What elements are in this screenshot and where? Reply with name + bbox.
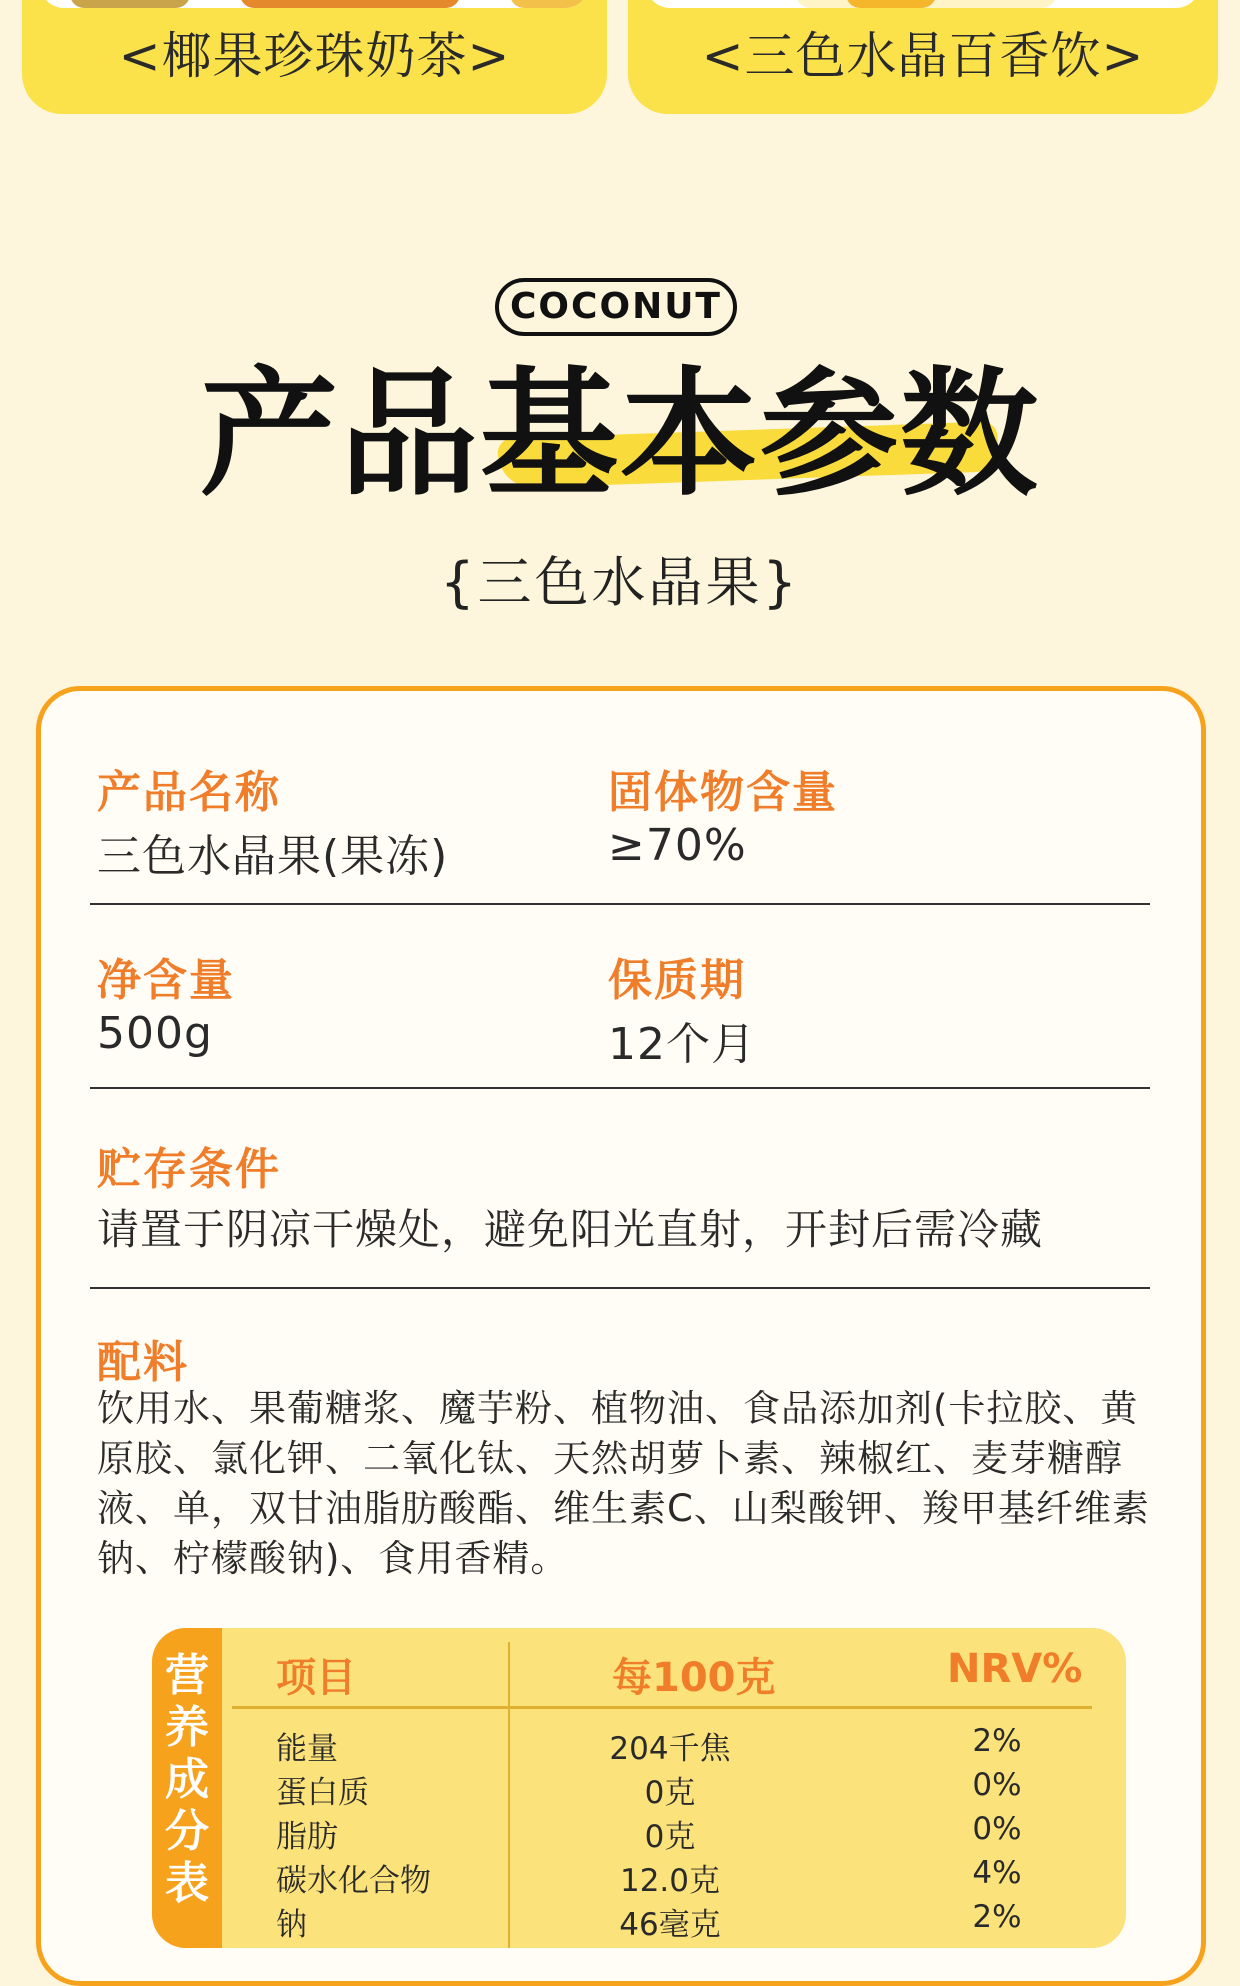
table-divider bbox=[508, 1642, 510, 1948]
product-photo bbox=[40, 0, 589, 8]
product-card-label: <三色水晶百香饮> bbox=[701, 27, 1145, 85]
table-divider bbox=[232, 1706, 1092, 1709]
product-name-label: 产品名称 bbox=[97, 767, 281, 818]
solids-label: 固体物含量 bbox=[608, 767, 838, 818]
table-cell: 0克 bbox=[644, 1775, 696, 1811]
net-content-label: 净含量 bbox=[97, 955, 235, 1006]
shelf-life-label: 保质期 bbox=[608, 955, 746, 1006]
table-cell: 12.0克 bbox=[619, 1863, 721, 1899]
product-card-passion-drink[interactable] bbox=[628, 0, 1218, 114]
shelf-life-value: 12个月 bbox=[608, 1019, 756, 1070]
divider bbox=[90, 1087, 1150, 1089]
nutrition-table bbox=[152, 1628, 1126, 1948]
storage-label: 贮存条件 bbox=[97, 1144, 281, 1195]
ingredients-label: 配料 bbox=[97, 1337, 189, 1388]
coconut-badge: COCONUT bbox=[495, 278, 737, 336]
ingredients-value: 饮用水、果葡糖浆、魔芋粉、植物油、食品添加剂(卡拉胶、黄原胶、氯化钾、二氧化钛、天然胡萝卜素、辣椒红、麦芽糖醇液、单，双甘油脂肪酸酯、维生素C、山梨酸钾、羧甲基纤维素钠、柠檬酸钠)、食用香精。 bbox=[97, 1387, 1150, 1580]
product-photo bbox=[646, 0, 1200, 8]
table-cell: 0% bbox=[972, 1811, 1022, 1847]
table-cell: 2% bbox=[972, 1899, 1022, 1935]
table-cell: 能量 bbox=[276, 1731, 338, 1767]
table-cell: 碳水化合物 bbox=[276, 1863, 431, 1899]
header-item: 项目 bbox=[276, 1655, 356, 1701]
page-subtitle: {三色水晶果} bbox=[440, 551, 800, 614]
nutrition-title-text: 营养成分表 bbox=[165, 1650, 209, 1909]
table-cell: 4% bbox=[972, 1855, 1022, 1891]
divider bbox=[90, 903, 1150, 905]
table-cell: 2% bbox=[972, 1723, 1022, 1759]
header-per100: 每100克 bbox=[612, 1655, 776, 1701]
table-cell: 204千焦 bbox=[609, 1731, 731, 1767]
table-cell: 蛋白质 bbox=[276, 1775, 369, 1811]
table-cell: 脂肪 bbox=[276, 1819, 338, 1855]
nutrition-table-title bbox=[152, 1650, 222, 1910]
storage-value: 请置于阴凉干燥处，避免阳光直射，开封后需冷藏 bbox=[97, 1205, 1044, 1254]
solids-value: ≥70% bbox=[608, 820, 747, 871]
net-content-value: 500g bbox=[97, 1008, 213, 1059]
product-card-milk-tea[interactable] bbox=[22, 0, 607, 114]
divider bbox=[90, 1287, 1150, 1289]
product-name-value: 三色水晶果(果冻) bbox=[97, 831, 449, 882]
table-cell: 钠 bbox=[276, 1907, 307, 1943]
header-nrv: NRV% bbox=[947, 1646, 1083, 1692]
page-title: 产品基本参数 bbox=[199, 354, 1040, 515]
table-cell: 0克 bbox=[644, 1819, 696, 1855]
table-cell: 46毫克 bbox=[619, 1907, 721, 1943]
table-cell: 0% bbox=[972, 1767, 1022, 1803]
product-card-label: <椰果珍珠奶茶> bbox=[118, 27, 511, 85]
